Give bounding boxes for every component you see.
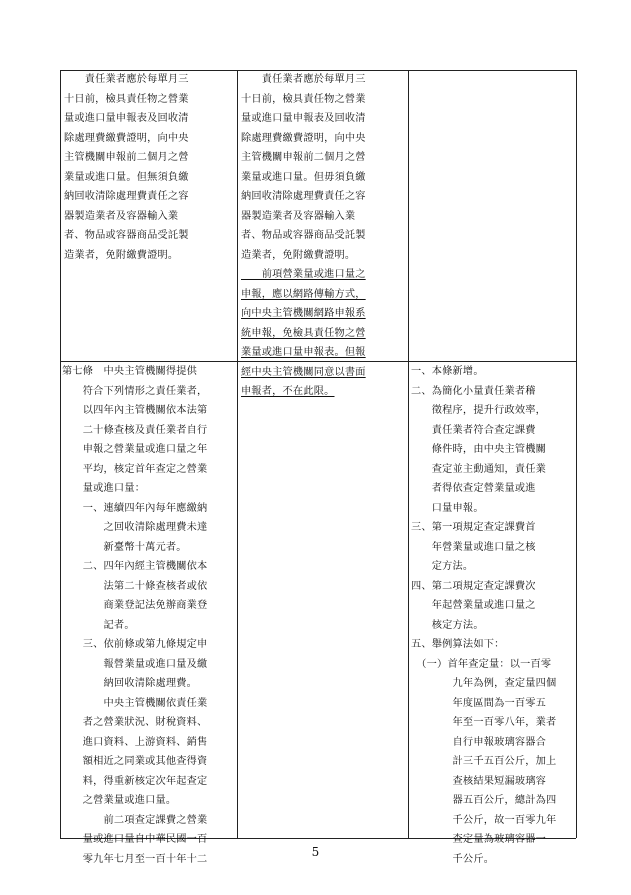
text-line: 查核結果短漏玻璃容 [411, 775, 547, 787]
text-line: 商業登記法免辦商業登 [62, 600, 208, 611]
comparison-table [60, 70, 576, 865]
text-line: 申報之營業量或進口量之年 [62, 444, 208, 455]
text-line: 額相近之同業或其他查得資 [62, 756, 208, 767]
text-line: 四、第二項規定查定課費次 [411, 580, 536, 592]
text-line: 者、物品或容器商品受託製 [64, 230, 189, 241]
text-line: 定方法。 [411, 561, 474, 572]
deleted-text-line: 申報者，不在此限。 [241, 386, 335, 397]
row1-current-text [241, 70, 407, 402]
text-line: 符合下列情形之責任業者， [62, 385, 208, 397]
text-line: 新臺幣十萬元者。 [62, 541, 187, 553]
text-line: 法第二十條查核者或依 [62, 580, 208, 592]
text-line: 造業者，免附繳費證明。 [64, 249, 179, 261]
text-line: 責任業者符合查定課費 [411, 424, 536, 436]
text-line: 自行申報玻璃容器合 [411, 736, 547, 748]
text-line: 業量或進口量。但無須負繳 [64, 171, 189, 183]
text-line: 器製造業者及容器輸入業 [241, 210, 356, 222]
text-line: 量或進口量： [62, 483, 146, 494]
text-line: 造業者，免附繳費證明。 [241, 249, 356, 261]
text-line: 報營業量或進口量及繳 [62, 658, 208, 670]
text-line: 前二項查定課費之營業 [62, 814, 208, 826]
text-line: 除處理費繳費證明，向中央 [64, 132, 189, 144]
text-line: 三、第一項規定查定課費首 [411, 522, 536, 533]
deleted-text-line: 向中央主管機關網路申報系 [241, 308, 366, 319]
text-line: 十日前，檢具責任物之營業 [64, 93, 189, 105]
text-line: 器製造業者及容器輸入業 [64, 210, 179, 222]
text-line: 責任業者應於每單月三 [241, 74, 366, 85]
text-line: 一、連續四年內每年應繳納 [62, 502, 208, 514]
text-line: 料，得重新核定次年起查定 [62, 775, 208, 787]
deleted-text-line: 經中央主管機關同意以書面 [241, 366, 366, 378]
text-line: 零九年七月至一百十年十二 [62, 853, 208, 865]
text-line: 二、四年內經主管機關依本 [62, 561, 208, 572]
deleted-text-line: 統申報，免檢具責任物之營 [241, 327, 366, 339]
text-line: 年營業量或進口量之核 [411, 541, 536, 553]
text-line: 口量申報。 [411, 502, 484, 514]
row2-amended-text [62, 362, 236, 869]
text-line: 業量或進口量。但毋須負繳 [241, 171, 366, 183]
text-line: 五、舉例算法如下： [411, 639, 505, 650]
row1-amended-text [64, 70, 236, 265]
text-line: 三、依前條或第九條規定申 [62, 639, 208, 650]
text-line: 徵程序，提升行政效率， [411, 405, 547, 416]
text-line: 主管機關申報前二個月之營 [241, 152, 366, 163]
text-line: 計三千五百公斤，加上 [411, 756, 557, 767]
deleted-text-line: 業量或進口量申報表。但報 [241, 347, 366, 358]
text-line: （一）首年查定量：以一百零 [411, 658, 552, 670]
table-border-col1 [237, 70, 238, 838]
deleted-text-line: 申報，應以網路傳輸方式， [241, 288, 366, 300]
text-line: 二十條查核及責任業者自行 [62, 424, 208, 436]
text-line: 者之營業狀況、財稅資料、 [62, 717, 208, 728]
text-line: 以四年內主管機關依本法第 [62, 405, 208, 416]
table-border-left [60, 70, 61, 838]
text-line: 平均，核定首年查定之營業 [62, 463, 208, 475]
text-line: 者得依查定營業量或進 [411, 483, 536, 494]
text-line: 九年為例，查定量四個 [411, 678, 557, 689]
text-line: 除處理費繳費證明，向中央 [241, 132, 366, 144]
text-line: 之營業量或進口量。 [62, 795, 177, 806]
deleted-text-line: 前項營業量或進口量之 [241, 269, 366, 280]
text-line: 條件時，由中央主管機關 [411, 444, 547, 455]
text-line: 器五百公斤，總計為四 [411, 795, 557, 806]
text-line: 量或進口量申報表及回收清 [64, 113, 189, 124]
text-line: 千公斤。 [411, 853, 495, 865]
text-line: 主管機關申報前二個月之營 [64, 152, 189, 163]
text-line: 納回收清除處理費。 [62, 678, 198, 689]
text-line: 中央主管機關依責任業 [62, 697, 208, 709]
text-line: 千公斤，故一百零九年 [411, 814, 557, 826]
text-line: 進口資料、上游資料、銷售 [62, 736, 208, 748]
text-line: 年起營業量或進口量之 [411, 600, 536, 611]
table-border-col2 [408, 70, 409, 838]
text-line: 二、為簡化小量責任業者稽 [411, 385, 536, 397]
text-line: 核定方法。 [411, 619, 484, 631]
text-line: 查定量為玻璃容器一 [411, 834, 547, 845]
text-line: 者、物品或容器商品受託製 [241, 230, 366, 241]
text-line: 之回收清除處理費未達 [62, 522, 208, 533]
text-line: 查定並主動通知，責任業 [411, 463, 547, 475]
text-line: 納回收清除處理費責任之容 [241, 191, 366, 202]
text-line: 一、本條新增。 [411, 366, 484, 377]
text-line: 第七條 中央主管機關得提供 [62, 366, 198, 377]
text-line: 記者。 [62, 619, 135, 631]
row2-explanation [411, 362, 575, 869]
text-line: 量或進口量自中華民國一百 [62, 834, 208, 845]
text-line: 十日前，檢具責任物之營業 [241, 93, 366, 105]
text-line: 年至一百零八年，業者 [411, 717, 557, 728]
table-border-right [576, 70, 577, 838]
text-line: 年度區間為一百零五 [411, 697, 547, 709]
text-line: 量或進口量申報表及回收清 [241, 113, 366, 124]
text-line: 納回收清除處理費責任之容 [64, 191, 189, 202]
text-line: 責任業者應於每單月三 [64, 74, 189, 85]
page-number: 5 [311, 845, 320, 859]
